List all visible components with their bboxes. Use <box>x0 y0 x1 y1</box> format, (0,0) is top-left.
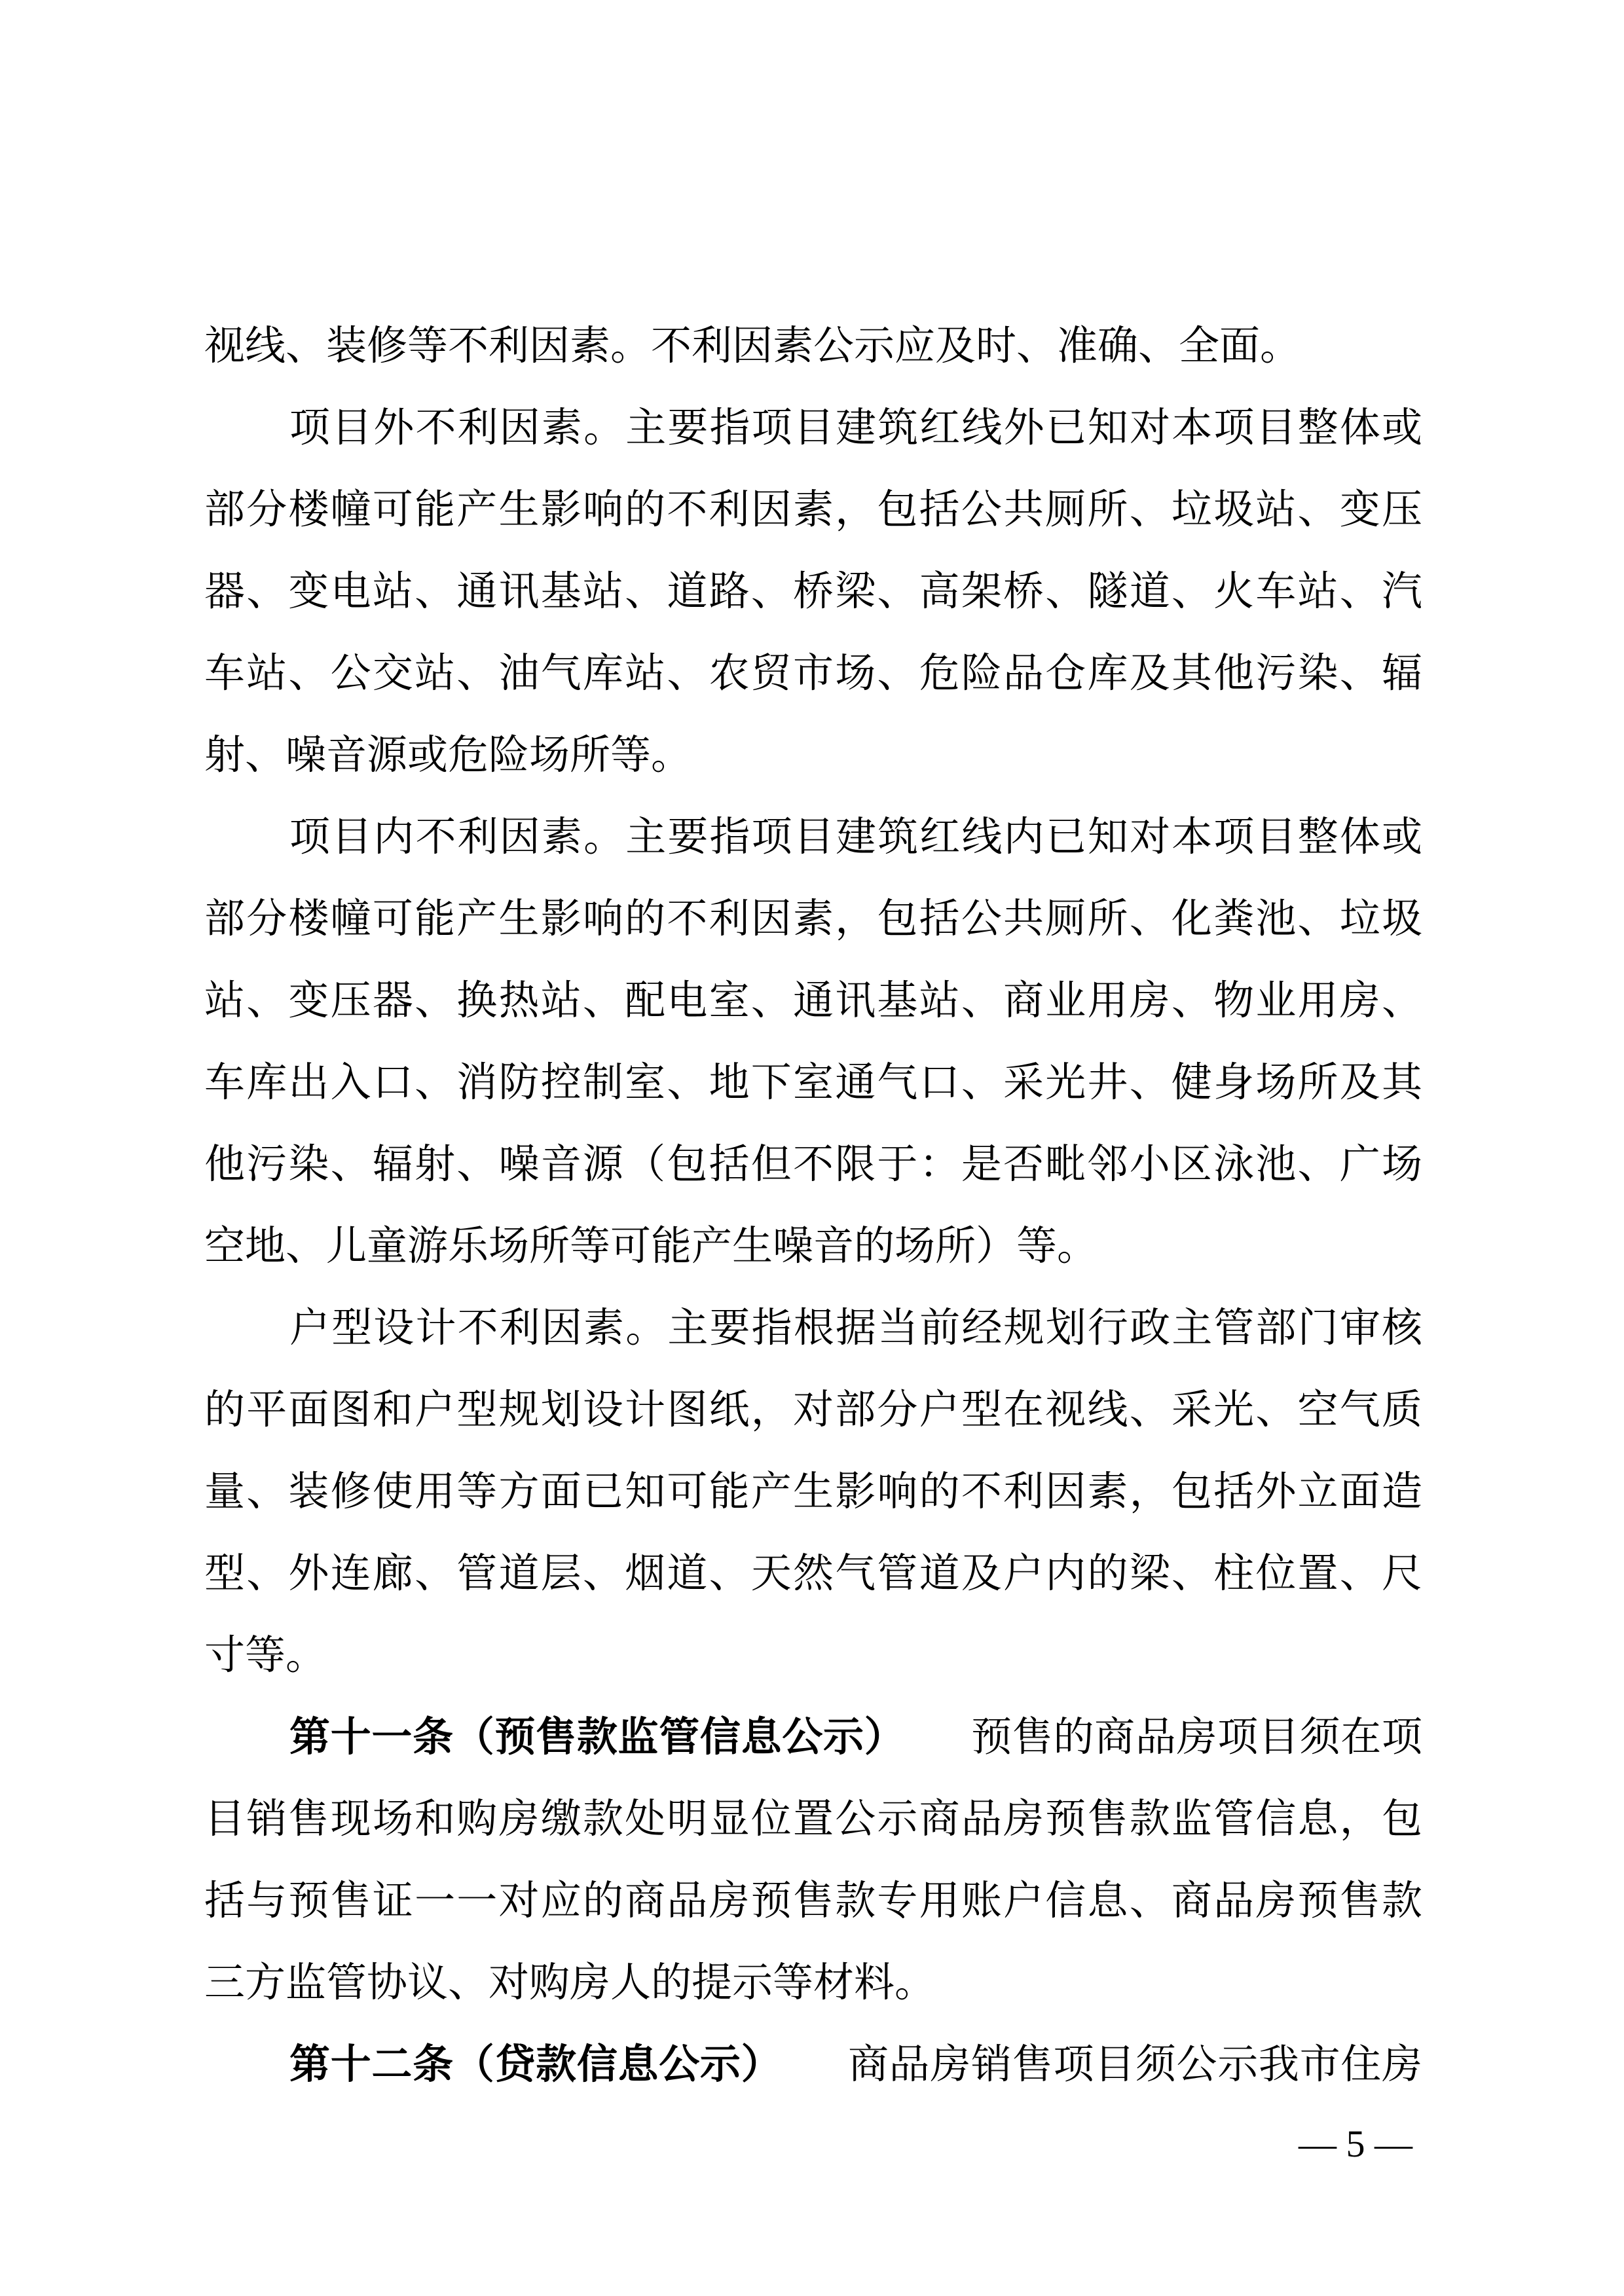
article-11-text: 预售的商品房项目须在项 <box>970 1713 1422 1760</box>
paragraph-line: 的平面图和户型规划设计图纸，对部分户型在视线、采光、空气质 <box>204 1385 1422 1433</box>
paragraph-line: 型、外连廊、管道层、烟道、天然气管道及户内的梁、柱位置、尺 <box>204 1549 1422 1597</box>
paragraph-line: 车库出入口、消防控制室、地下室通气口、采光井、健身场所及其 <box>204 1058 1422 1106</box>
paragraph-line: 视线、装修等不利因素。不利因素公示应及时、准确、全面。 <box>204 321 1301 369</box>
paragraph-line: 部分楼幢可能产生影响的不利因素，包括公共厕所、化粪池、垃圾 <box>204 894 1422 942</box>
paragraph-line: 寸等。 <box>204 1631 327 1679</box>
paragraph-line: 空地、儿童游乐场所等可能产生噪音的场所）等。 <box>204 1222 1098 1269</box>
paragraph-line: 他污染、辐射、噪音源（包括但不限于：是否毗邻小区泳池、广场 <box>204 1140 1422 1188</box>
paragraph-line: 射、噪音源或危险场所等。 <box>204 731 692 778</box>
paragraph-line: 部分楼幢可能产生影响的不利因素，包括公共厕所、垃圾站、变压 <box>204 485 1422 533</box>
article-11-heading: 第十一条（预售款监管信息公示） <box>289 1713 906 1760</box>
article-12-text: 商品房销售项目须公示我市住房 <box>847 2040 1422 2088</box>
page-number: — 5 — <box>1299 2123 1412 2165</box>
article-12-heading: 第十二条（贷款信息公示） <box>289 2040 783 2088</box>
paragraph-line: 量、装修使用等方面已知可能产生影响的不利因素，包括外立面造 <box>204 1467 1422 1515</box>
article-11-first-line <box>204 1696 1422 1777</box>
article-12-first-line <box>204 2023 1422 2105</box>
paragraph-line: 项目外不利因素。主要指项目建筑红线外已知对本项目整体或 <box>289 403 1422 451</box>
paragraph-line: 器、变电站、通讯基站、道路、桥梁、高架桥、隧道、火车站、汽 <box>204 567 1422 615</box>
paragraph-line: 站、变压器、换热站、配电室、通讯基站、商业用房、物业用房、 <box>204 976 1422 1024</box>
document-body <box>204 304 1422 2105</box>
paragraph-line: 车站、公交站、油气库站、农贸市场、危险品仓库及其他污染、辐 <box>204 649 1422 697</box>
paragraph-line: 户型设计不利因素。主要指根据当前经规划行政主管部门审核 <box>289 1303 1422 1351</box>
paragraph-line: 三方监管协议、对购房人的提示等材料。 <box>204 1958 936 2006</box>
paragraph-line: 项目内不利因素。主要指项目建筑红线内已知对本项目整体或 <box>289 812 1422 860</box>
paragraph-line: 目销售现场和购房缴款处明显位置公示商品房预售款监管信息，包 <box>204 1795 1422 1842</box>
paragraph-line: 括与预售证一一对应的商品房预售款专用账户信息、商品房预售款 <box>204 1876 1422 1924</box>
